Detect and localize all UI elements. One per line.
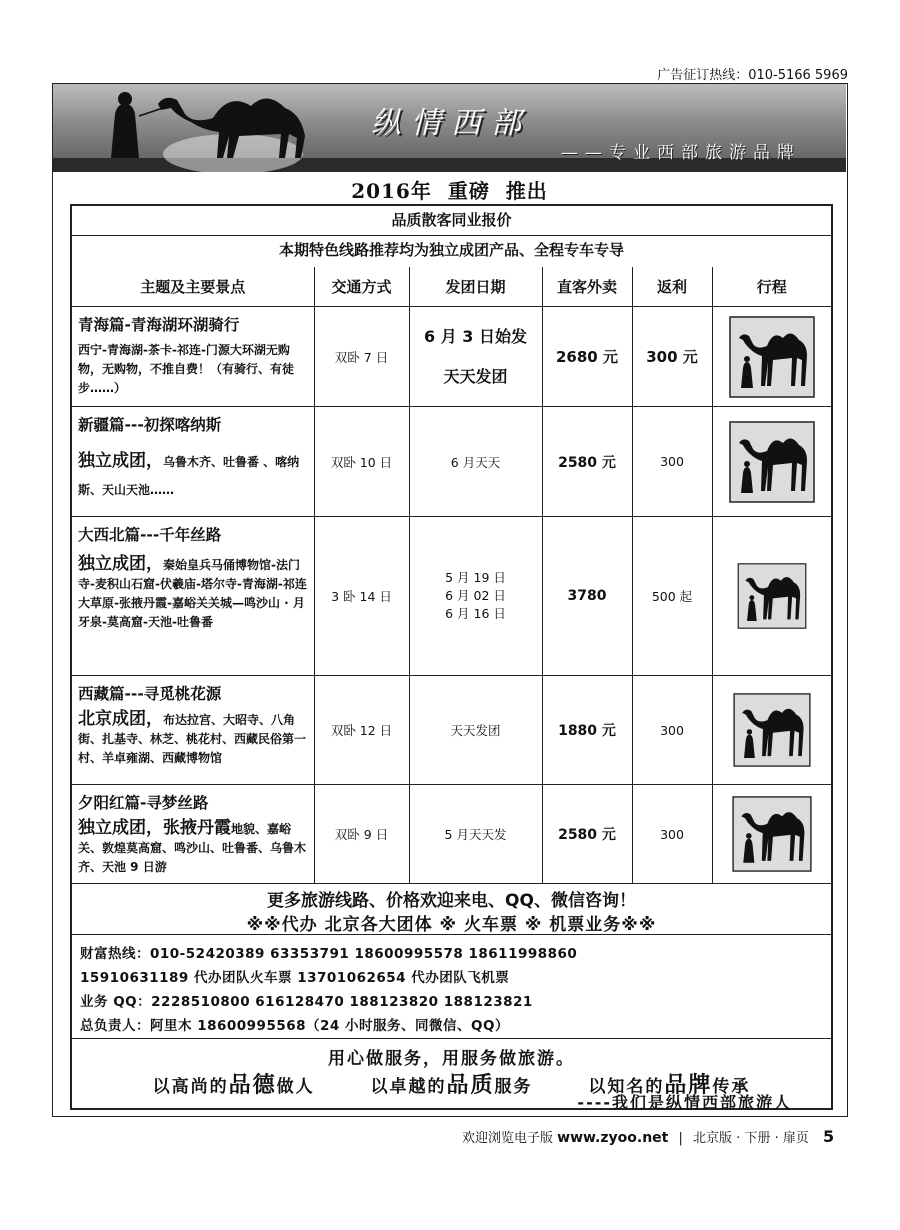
tour-lead: 独立成团， (78, 451, 163, 471)
tour-date: 天天发团 (450, 723, 501, 738)
tour-rebate: 300 元 (632, 307, 712, 407)
table-row (72, 407, 831, 517)
page-frame (52, 83, 848, 1117)
footer-edition: 北京版 · 下册 · 扉页 (693, 1131, 809, 1146)
headline-word1: 重磅 (447, 179, 490, 203)
page-number: 5 (822, 1127, 835, 1146)
tour-desc: 秦始皇兵马俑博物馆-法门寺-麦积山石窟-伏羲庙-塔尔寺-青海湖-祁连大草原-张掖丹霞-嘉峪关关城—鸣沙山 · 月牙泉-莫高窟-天池-吐鲁番 (78, 558, 307, 629)
col-price: 直客外卖 (542, 267, 632, 307)
tour-dates (409, 676, 542, 785)
motto-a1: 以高尚的 (152, 1077, 229, 1097)
camel-icon (729, 316, 815, 398)
page-headline (53, 175, 846, 204)
motto-signature: ----我们是纵情西部旅游人 (577, 1093, 792, 1112)
tour-desc-block (78, 710, 310, 768)
col-transport: 交通方式 (314, 267, 409, 307)
tour-transport: 双卧 10 日 (314, 407, 409, 517)
tour-itinerary[interactable] (712, 407, 831, 517)
tour-rebate: 300 (632, 785, 712, 884)
contact-qq: 业务 QQ：2228510800 616128470 188123820 188123821 (80, 994, 533, 1010)
camel-icon (729, 421, 815, 503)
tour-itinerary[interactable] (712, 307, 831, 407)
tour-lead: 北京成团， (78, 709, 163, 729)
footer-separator: | (678, 1131, 683, 1146)
tour-theme (72, 517, 314, 676)
tour-transport: 双卧 7 日 (314, 307, 409, 407)
table-row (72, 307, 831, 407)
tour-lead: 独立成团， (78, 554, 163, 574)
ad-hotline: 广告征订热线：010-5166 5969 (657, 68, 848, 83)
tour-title: 夕阳红篇-寻梦丝路 (78, 794, 209, 812)
tour-theme (72, 785, 314, 884)
tour-theme (72, 307, 314, 407)
contact-hotline: 财富热线：010-52420389 63353791 18600995578 18611998860 (80, 946, 578, 962)
motto-c2: 服务 (494, 1077, 533, 1097)
table-row (72, 517, 831, 676)
tour-date: 5 月 19 日 (445, 570, 506, 585)
headline-year: 2016年 (351, 179, 432, 203)
col-rebate: 返利 (632, 267, 712, 307)
more-routes: 更多旅游线路、价格欢迎来电、QQ、微信咨询！ (267, 891, 636, 911)
motto-c3: 传承 (712, 1077, 751, 1097)
price-table-box (70, 204, 833, 1110)
divider (72, 1038, 831, 1039)
camel-icon (732, 796, 812, 872)
motto-b1: 品德 (228, 1073, 277, 1098)
tour-desc-block (78, 555, 310, 632)
table-row (72, 676, 831, 785)
headline-word2: 推出 (505, 179, 548, 203)
tour-dates (409, 407, 542, 517)
tour-transport: 双卧 12 日 (314, 676, 409, 785)
agency-services: ※※代办 北京各大团体 ※ 火车票 ※ 机票业务※※ (246, 915, 657, 935)
tour-desc: 地貌、嘉峪关、敦煌莫高窟、鸣沙山、吐鲁番、乌鲁木齐、天池 9 日游 (78, 822, 307, 874)
subtitle-quote: 品质散客同业报价 (391, 211, 512, 229)
tour-price: 2580 元 (542, 407, 632, 517)
tour-transport: 3 卧 14 日 (314, 517, 409, 676)
tour-desc-block (78, 447, 310, 504)
table-row (72, 785, 831, 884)
tour-title: 西藏篇---寻觅桃花源 (78, 685, 222, 703)
tour-price: 3780 (542, 517, 632, 676)
tour-rebate: 500 起 (632, 517, 712, 676)
motto-c1: 做人 (276, 1077, 315, 1097)
tour-price: 2680 元 (542, 307, 632, 407)
motto-a3: 以知名的 (588, 1077, 665, 1097)
tour-desc: 西宁-青海湖-茶卡-祁连-门源大环湖无购物，无购物，不推自费！（有骑行、有徒步……） (78, 343, 295, 395)
divider (72, 934, 831, 935)
tour-theme (72, 407, 314, 517)
footer-welcome: 欢迎浏览电子版 (462, 1131, 554, 1146)
contact-tickets: 15910631189 代办团队火车票 13701062654 代办团队飞机票 (80, 970, 510, 986)
motto-b2: 品质 (446, 1073, 495, 1098)
brand-slogan: ——专业西部旅游品牌 (561, 143, 801, 163)
contact-manager: 总负责人：阿里木 18600995568（24 小时服务、同微信、QQ） (80, 1018, 509, 1034)
tour-date: 6 月 02 日 (445, 588, 506, 603)
tour-dates (409, 785, 542, 884)
tour-title: 大西北篇---千年丝路 (78, 526, 222, 544)
tour-price: 1880 元 (542, 676, 632, 785)
brand-name: 纵情西部 (371, 106, 531, 141)
tour-dates (409, 307, 542, 407)
tour-transport: 双卧 9 日 (314, 785, 409, 884)
tour-itinerary[interactable] (712, 785, 831, 884)
motto-a2: 以卓越的 (370, 1077, 447, 1097)
col-dates: 发团日期 (409, 267, 542, 307)
brand-banner (53, 84, 846, 172)
tour-desc: 布达拉宫、大昭寺、八角街、扎基寺、林芝、桃花村、西藏民俗第一村、羊卓雍湖、西藏博物馆 (78, 713, 307, 765)
camel-icon (732, 693, 812, 767)
divider (72, 235, 831, 236)
tour-title: 青海篇-青海湖环湖骑行 (78, 316, 240, 334)
footer-url[interactable]: www.zyoo.net (557, 1130, 669, 1146)
page-footer (462, 1127, 834, 1146)
tour-date: 5 月天天发 (444, 827, 507, 842)
col-itinerary: 行程 (712, 267, 831, 307)
tour-lead: 独立成团，张掖丹霞 (78, 818, 231, 838)
col-theme: 主题及主要景点 (72, 267, 314, 307)
tour-dates (409, 517, 542, 676)
tour-table (72, 267, 831, 884)
tour-desc: 乌鲁木齐、吐鲁番 、喀纳斯、天山天池…… (78, 455, 300, 497)
tour-rebate: 300 (632, 676, 712, 785)
tour-itinerary[interactable] (712, 676, 831, 785)
tour-itinerary[interactable] (712, 517, 831, 676)
tour-rebate: 300 (632, 407, 712, 517)
tour-price: 2580 元 (542, 785, 632, 884)
motto-line1: 用心做服务，用服务做旅游。 (328, 1049, 575, 1069)
tour-title: 新疆篇---初探喀纳斯 (78, 416, 222, 434)
tour-date: 6 月 3 日始发 (424, 326, 527, 346)
camel-icon (737, 563, 807, 629)
tour-date: 天天发团 (443, 366, 508, 386)
tour-desc-block (78, 819, 310, 877)
tour-date: 6 月天天 (450, 454, 501, 470)
table-header-row (72, 267, 831, 307)
tour-theme (72, 676, 314, 785)
tour-date: 6 月 16 日 (445, 606, 506, 621)
subtitle-feature: 本期特色线路推荐均为独立成团产品、全程专车专导 (278, 241, 624, 259)
motto-b3: 品牌 (664, 1073, 713, 1098)
